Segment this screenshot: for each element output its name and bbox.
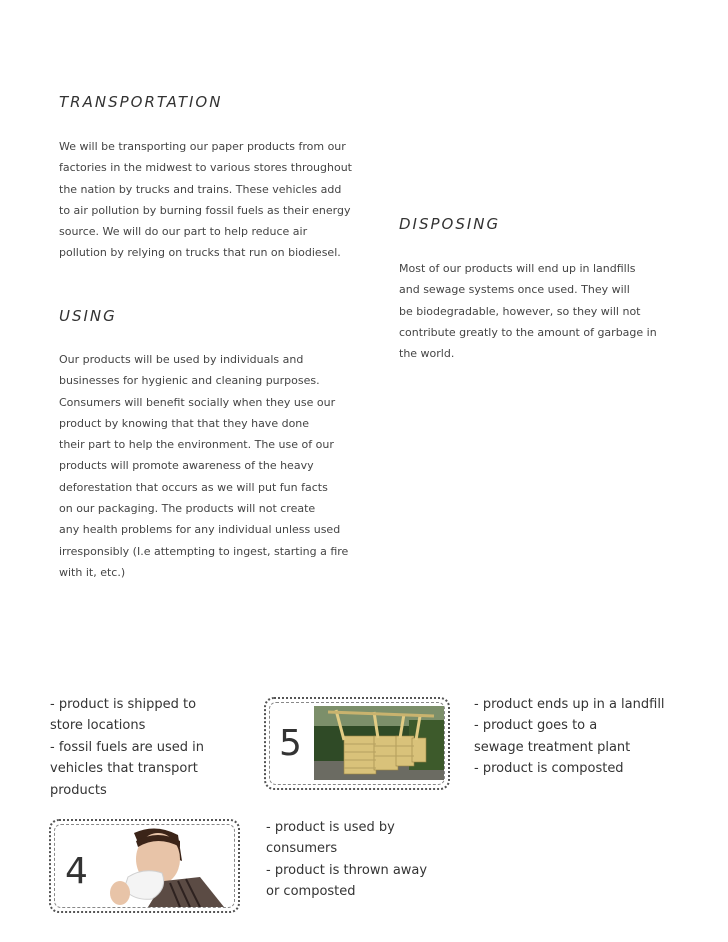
- text-line: and sewage systems once used. They will: [399, 283, 630, 297]
- text-line: be biodegradable, however, so they will not: [399, 304, 641, 318]
- text-line: We will be transporting our paper products from our: [59, 140, 346, 153]
- note-line: - product is composted: [474, 761, 624, 777]
- text-line: their part to help the environment. The use of our: [59, 438, 334, 452]
- usage-notes: [266, 817, 427, 903]
- note-line: store locations: [50, 718, 146, 734]
- disposing-heading: DISPOSING: [399, 215, 501, 233]
- step-4-number: 4: [65, 851, 88, 892]
- note-line: - fossil fuels are used in: [50, 739, 204, 755]
- step-5-number: 5: [279, 723, 302, 764]
- text-line: the nation by trucks and trains. These vehicles add: [59, 182, 342, 196]
- using-heading: USING: [59, 307, 117, 325]
- note-line: products: [50, 782, 107, 798]
- text-line: product by knowing that that they have done: [59, 416, 310, 430]
- person-tissue-photo: [104, 827, 226, 907]
- text-line: irresponsibly (I.e attempting to ingest, starting a fire: [59, 544, 349, 558]
- note-line: or composted: [266, 884, 356, 900]
- note-line: sewage treatment plant: [474, 739, 631, 755]
- transportation-text: [59, 136, 352, 264]
- text-line: businesses for hygienic and cleaning purposes.: [59, 374, 320, 388]
- text-line: with it, etc.): [59, 565, 126, 579]
- text-line: Most of our products will end up in landfills: [399, 262, 636, 275]
- text-line: on our packaging. The products will not create: [59, 502, 316, 516]
- compost-bins-photo: [314, 706, 444, 780]
- text-line: Our products will be used by individuals and: [59, 353, 304, 366]
- text-line: pollution by relying on trucks that run on biodiesel.: [59, 246, 341, 260]
- text-line: contribute greatly to the amount of garbage in: [399, 325, 657, 339]
- note-line: - product is shipped to: [50, 697, 197, 712]
- note-line: - product ends up in a landfill: [474, 697, 665, 712]
- note-line: - product is used by: [266, 820, 395, 835]
- note-line: - product is thrown away: [266, 862, 428, 878]
- disposing-text: [399, 258, 657, 364]
- text-line: factories in the midwest to various stores throughout: [59, 161, 352, 175]
- text-line: Consumers will benefit socially when they use our: [59, 395, 336, 409]
- transportation-heading: TRANSPORTATION: [59, 93, 223, 111]
- note-line: vehicles that transport: [50, 761, 198, 777]
- note-line: - product goes to a: [474, 718, 598, 734]
- shipping-notes: [50, 694, 204, 801]
- text-line: to air pollution by burning fossil fuels as their energy: [59, 203, 351, 217]
- text-line: any health problems for any individual unless used: [59, 523, 341, 537]
- text-line: deforestation that occurs as we will put fun facts: [59, 480, 328, 494]
- using-text: [59, 349, 348, 583]
- text-line: products will promote awareness of the heavy: [59, 459, 314, 473]
- text-line: source. We will do our part to help reduce air: [59, 225, 308, 239]
- note-line: consumers: [266, 841, 338, 857]
- disposal-notes: [474, 694, 665, 780]
- text-line: the world.: [399, 347, 455, 361]
